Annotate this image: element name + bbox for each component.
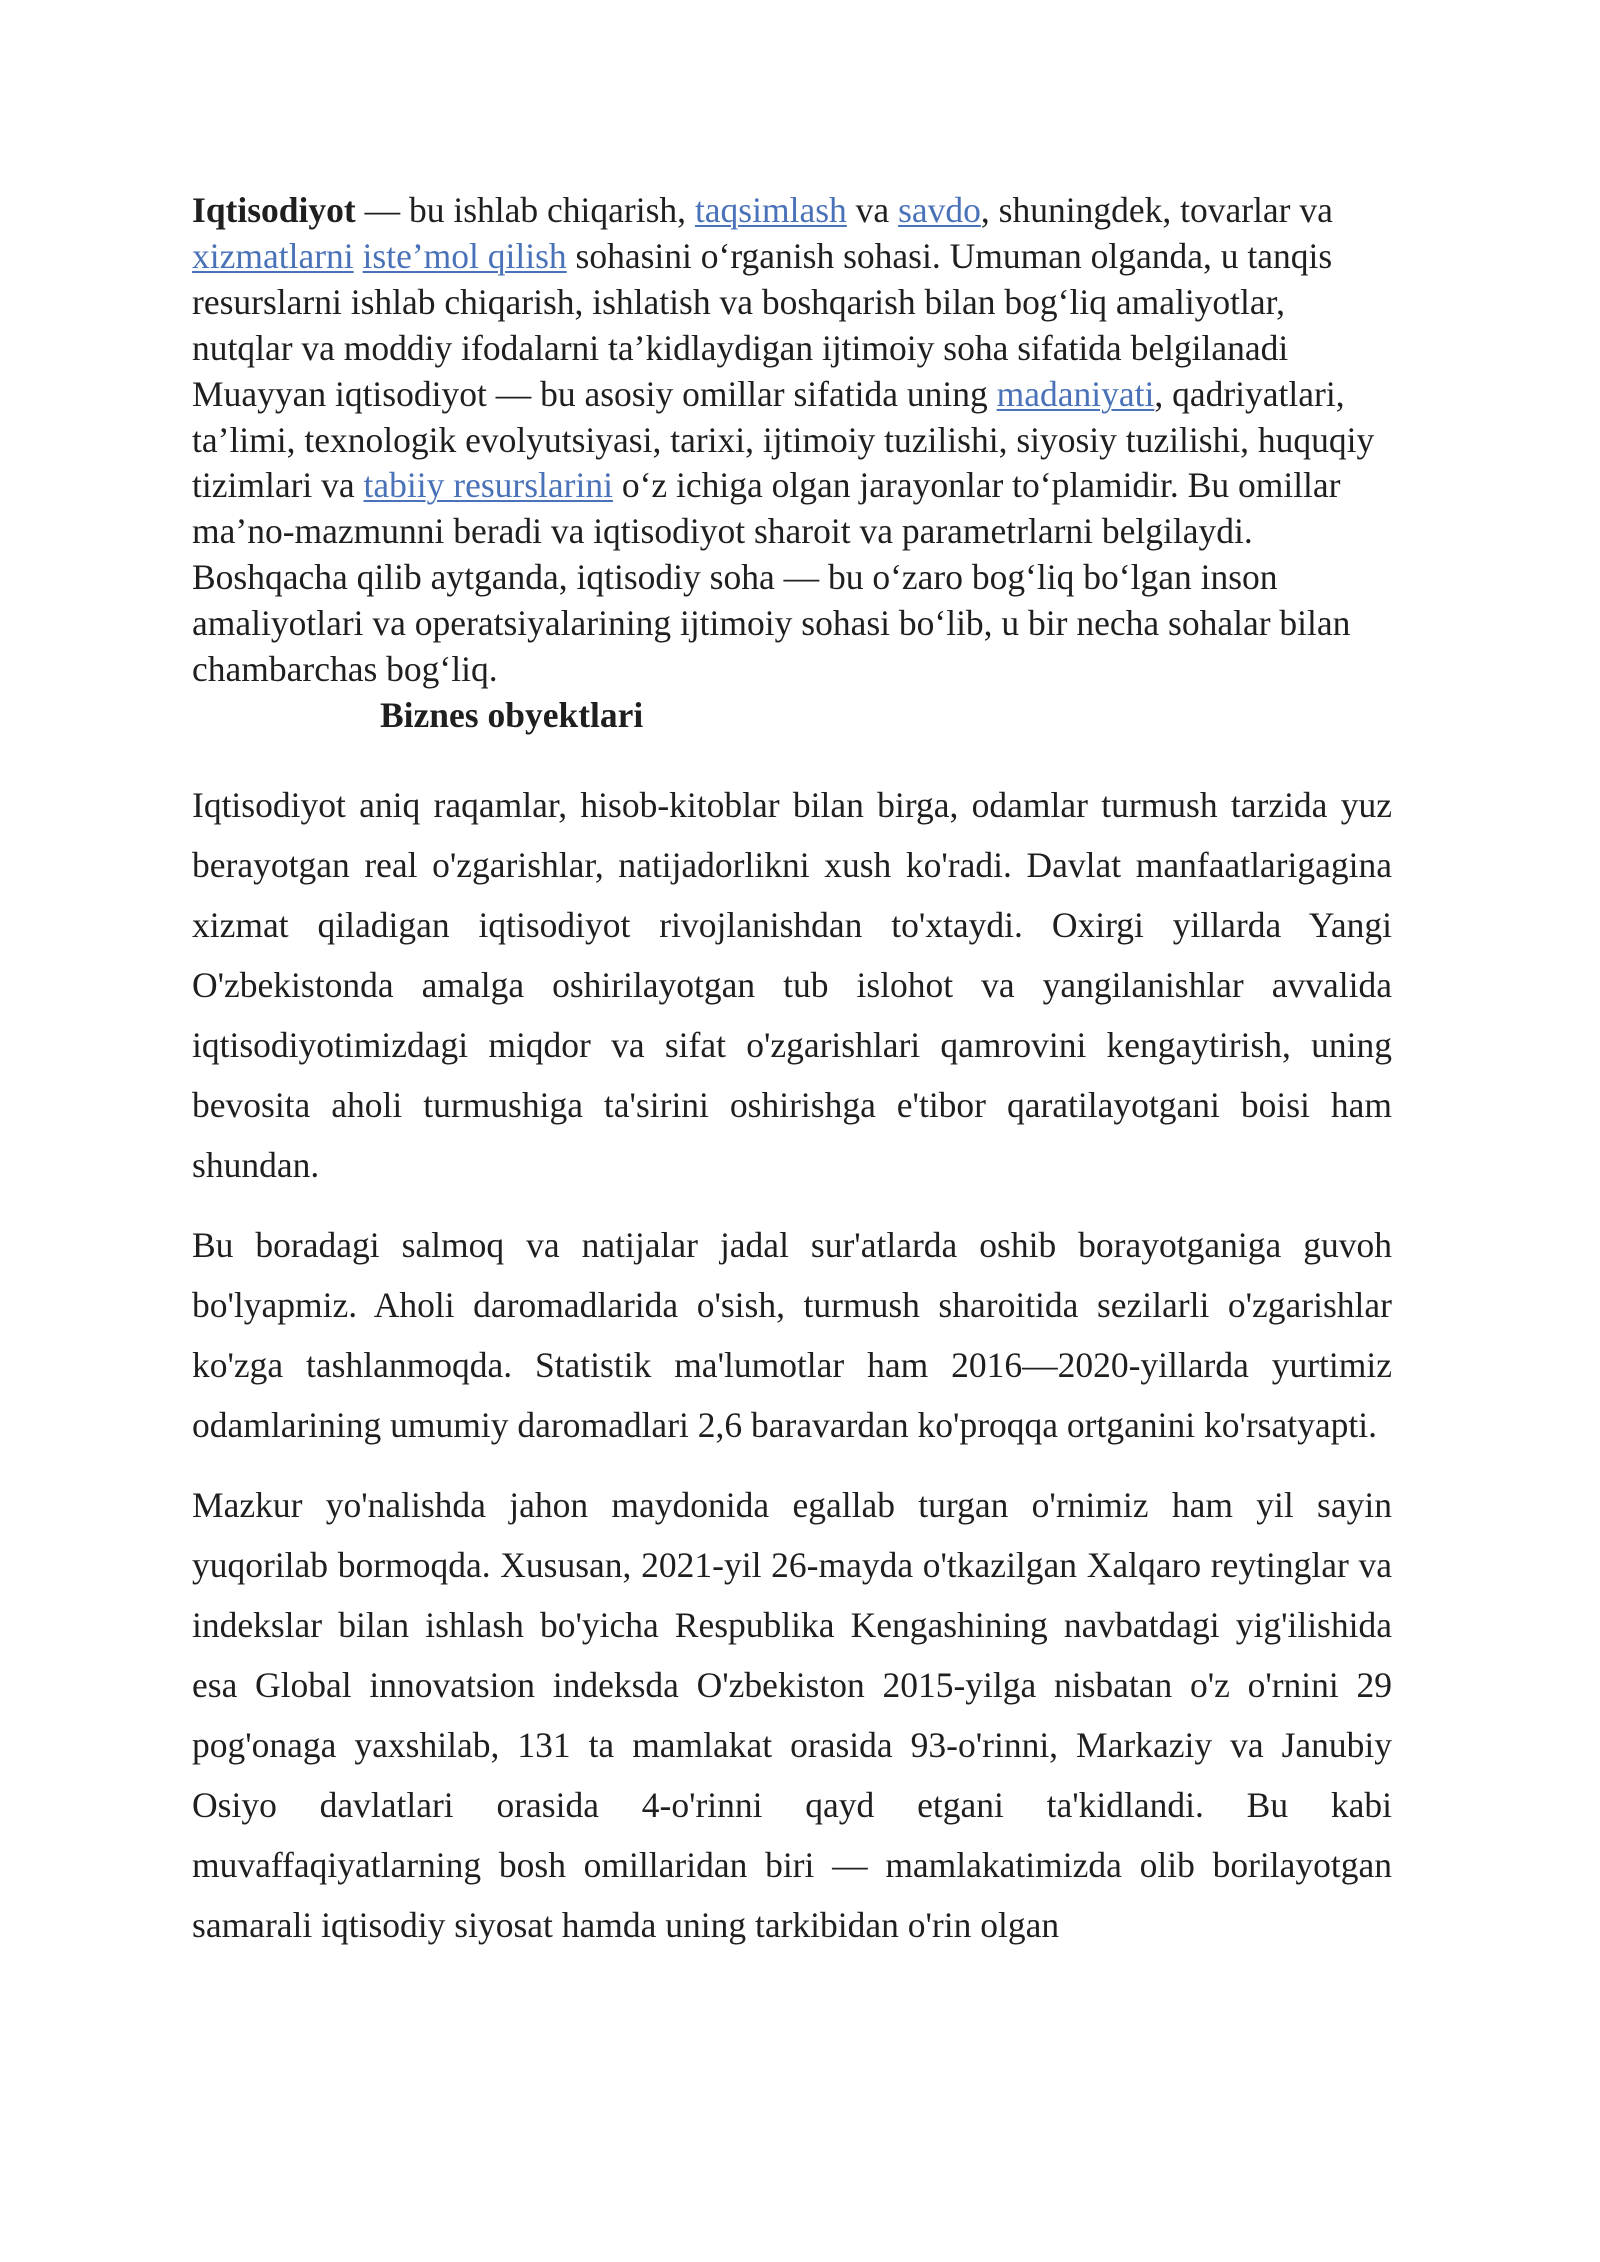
intro-text: — bu ishlab chiqarish, xyxy=(355,190,695,230)
intro-text: va xyxy=(846,190,899,230)
link-madaniyati[interactable]: madaniyati xyxy=(996,373,1155,414)
link-xizmatlarni[interactable]: xizmatlarni xyxy=(192,235,354,276)
section-heading: Biznes obyektlari xyxy=(380,694,644,735)
body-paragraph: Mazkur yo'nalishda jahon maydonida egallab turgan o'rnimiz ham yil sayin yuqorilab bormoqda. Xususan, 2021-yil 26-mayda o'tkazilgan Xalqaro reytinglar va indekslar bilan ishlash bo'yicha Respublika Kengashining navbatdagi yig'ilishida esa Global innovatsion indeksda O'zbekiston 2015-yilga nisbatan o'z o'rnini 29 pog'onaga yaxshilab, 131 ta mamlakat orasida 93-o'rinni, Markaziy va Janubiy Osiyo davlatlari orasida 4-o'rinni qayd etgani ta'kidlandi. Bu kabi muvaffaqiyatlarning bosh omillaridan biri — mamlakatimizda olib borilayotgan samarali iqtisodiy siyosat hamda uning tarkibidan o'rin olgan xyxy=(192,1484,1392,1945)
intro-text: o‘z ichiga olgan jarayonlar to‘plamidir. Bu omillar ma’no-mazmunni beradi va iqtisodiyot sharoit va parametrlarni belgilaydi. Boshqacha qilib aytganda, iqtisodiy soha — bu o‘zaro bog‘liq bo‘lgan inson amaliyotlari va operatsiyalarining ijtimoiy sohasi bo‘lib, u bir necha sohalar bilan chambarchas bog‘liq. xyxy=(192,465,1351,690)
intro-text: , qadriyatlari, ta’limi, texnologik evolyutsiyasi, tarixi, ijtimoiy tuzilishi, siyosiy tuzilishi, huquqiy tizimlari va xyxy=(192,373,1375,506)
intro-paragraph xyxy=(192,188,1392,693)
link-tabiiy-resurslarini[interactable]: tabiiy resurslarini xyxy=(363,465,613,506)
link-taqsimlash[interactable]: taqsimlash xyxy=(694,190,847,230)
link-savdo[interactable]: savdo xyxy=(898,190,981,230)
intro-text xyxy=(354,236,363,276)
intro-text: sohasini o‘rganish sohasi. Umuman olganda, u tanqis resurslarni ishlab chiqarish, ishlatish va boshqarish bilan bog‘liq amaliyotlar, nutqlar va moddiy ifodalarni ta’kidlaydigan ijtimoiy soha sifatida belgilanadi Muayyan iqtisodiyot — bu asosiy omillar sifatida uning xyxy=(192,235,1333,414)
intro-term: Iqtisodiyot xyxy=(192,190,356,230)
body-paragraph: Iqtisodiyot aniq raqamlar, hisob-kitoblar bilan birga, odamlar turmush tarzida yuz berayotgan real o'zgarishlar, natijadorlikni xush ko'radi. Davlat manfaatlarigagina xizmat qiladigan iqtisodiyot rivojlanishdan to'xtaydi. Oxirgi yillarda Yangi O'zbekistonda amalga oshirilayotgan tub islohot va yangilanishlar avvalida iqtisodiyotimizdagi miqdor va sifat o'zgarishlari qamrovini kengaytirish, uning bevosita aholi turmushiga ta'sirini oshirishga e'tibor qaratilayotgani boisi ham shundan. xyxy=(192,784,1392,1185)
intro-text: , shuningdek, tovarlar va xyxy=(980,190,1333,230)
link-istemol-qilish[interactable]: iste’mol qilish xyxy=(362,235,567,276)
body-paragraph: Bu boradagi salmoq va natijalar jadal sur'atlarda oshib borayotganiga guvoh bo'lyapmiz. Aholi daromadlarida o'sish, turmush sharoitida sezilarli o'zgarishlar ko'zga tashlanmoqda. Statistik ma'lumotlar ham 2016—2020-yillarda yurtimiz odamlarining umumiy daromadlari 2,6 baravardan ko'proqqa ortganini ko'rsatyapti. xyxy=(192,1224,1392,1445)
document-page xyxy=(192,188,1392,1955)
